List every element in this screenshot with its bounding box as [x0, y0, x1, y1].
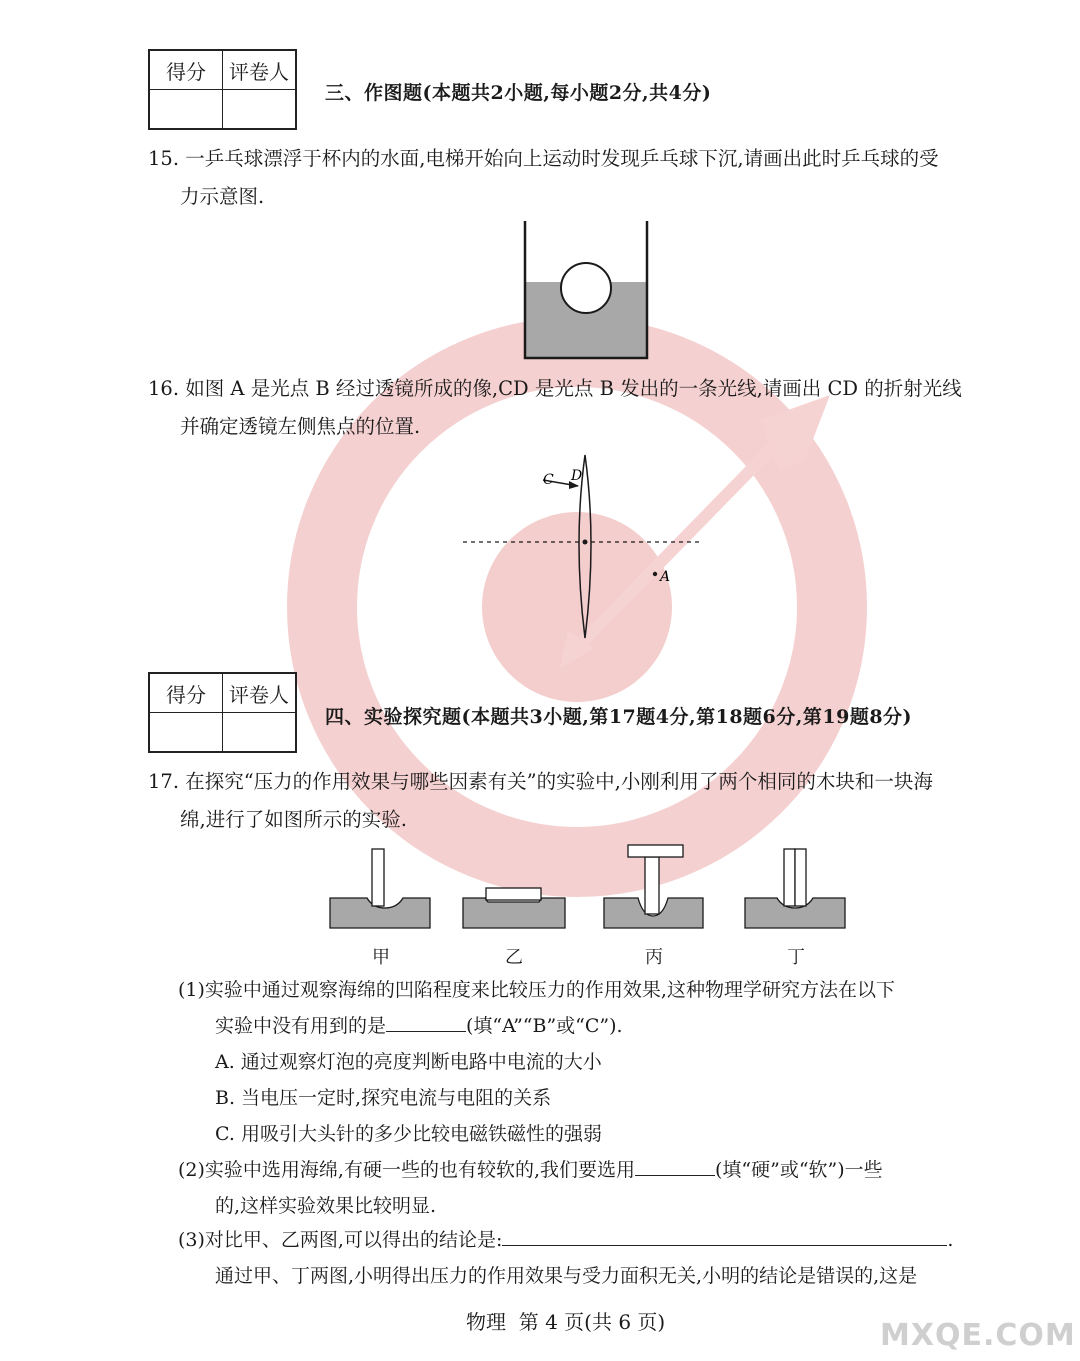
q17-p3-prefix: (3)对比甲、乙两图,可以得出的结论是:	[178, 1229, 503, 1251]
q17-p2-line2: 的,这样实验效果比较明显.	[215, 1195, 437, 1217]
q17-line1: 17. 在探究“压力的作用效果与哪些因素有关”的实验中,小刚利用了两个相同的木块和一块海	[148, 770, 933, 793]
label-a: A	[660, 569, 671, 585]
option-a: A. 通过观察灯泡的亮度判断电路中电流的大小	[215, 1051, 602, 1073]
question-17	[148, 763, 1008, 839]
label-c: C	[543, 472, 554, 488]
label-d: D	[571, 468, 583, 484]
image-point-a	[653, 572, 657, 576]
q17-p3-period: .	[947, 1229, 954, 1251]
q16-lens-figure	[455, 450, 715, 650]
q17-p1-line1: (1)实验中通过观察海绵的凹陷程度来比较压力的作用效果,这种物理学研究方法在以下	[178, 979, 895, 1001]
answer-blank-1[interactable]	[386, 1009, 466, 1032]
figure-bing	[604, 845, 703, 928]
q15-line2: 力示意图.	[180, 185, 265, 208]
caption-jia: 甲	[372, 947, 390, 968]
q17-p3-line1	[178, 1222, 1008, 1258]
ping-pong-ball	[561, 263, 611, 313]
q17-part2	[178, 1152, 1008, 1224]
grader-header: 评卷人	[223, 50, 297, 90]
option-c: C. 用吸引大头针的多少比较电磁铁磁性的强弱	[215, 1123, 602, 1145]
watermark-site-logo	[880, 1318, 1076, 1353]
q16-line1: 16. 如图 A 是光点 B 经过透镜所成的像,CD 是光点 B 发出的一条光线,请画出 CD 的折射光线	[148, 377, 962, 400]
score-table-1	[148, 49, 297, 130]
option-b: B. 当电压一定时,探究电流与电阻的关系	[215, 1087, 552, 1109]
q17-sponge-figures	[325, 840, 855, 935]
figure-ding	[745, 849, 845, 928]
score-header: 得分	[149, 673, 223, 713]
answer-blank-2[interactable]	[635, 1153, 715, 1176]
q17-p2-prefix: (2)实验中选用海绵,有硬一些的也有较软的,我们要选用	[178, 1159, 635, 1181]
caption-yi: 乙	[505, 947, 523, 968]
score-table-2	[148, 672, 297, 753]
caption-bing: 丙	[645, 947, 663, 968]
q16-line2: 并确定透镜左侧焦点的位置.	[180, 415, 421, 438]
q17-line2: 绵,进行了如图所示的实验.	[180, 808, 407, 831]
q17-p1-line2	[178, 1008, 1008, 1044]
grader-cell[interactable]	[223, 90, 297, 130]
q15-cup-figure	[520, 218, 652, 363]
page-footer: 物理 第 4 页(共 6 页)	[466, 1310, 666, 1334]
section-3-title: 三、作图题(本题共2小题,每小题2分,共4分)	[325, 82, 712, 104]
score-header: 得分	[149, 50, 223, 90]
question-15	[148, 140, 1008, 216]
score-cell[interactable]	[149, 713, 223, 753]
question-16	[148, 370, 1008, 446]
q17-p1-suffix: (填“A”“B”或“C”).	[466, 1015, 623, 1037]
figure-yi	[463, 888, 565, 928]
caption-ding: 丁	[787, 947, 805, 968]
q17-p3-line2: 通过甲、丁两图,小明得出压力的作用效果与受力面积无关,小明的结论是错误的,这是	[215, 1265, 918, 1287]
grader-header: 评卷人	[223, 673, 297, 713]
figure-jia	[330, 849, 430, 928]
score-cell[interactable]	[149, 90, 223, 130]
q17-p2-suffix: (填“硬”或“软”)一些	[715, 1159, 883, 1181]
answer-blank-3[interactable]	[502, 1223, 947, 1246]
q17-p2-line1	[178, 1152, 1008, 1188]
section-4-title: 四、实验探究题(本题共3小题,第17题4分,第18题6分,第19题8分)	[325, 706, 913, 728]
q17-part3	[178, 1222, 1008, 1294]
grader-cell[interactable]	[223, 713, 297, 753]
q15-line1: 15. 一乒乓球漂浮于杯内的水面,电梯开始向上运动时发现乒乓球下沉,请画出此时乒乓球的受	[148, 147, 939, 170]
q17-part1	[178, 972, 1008, 1152]
optical-center	[583, 540, 588, 545]
watermark-text: MXQE.COM	[880, 1318, 1076, 1353]
q17-p1-prefix: 实验中没有用到的是	[215, 1015, 387, 1037]
